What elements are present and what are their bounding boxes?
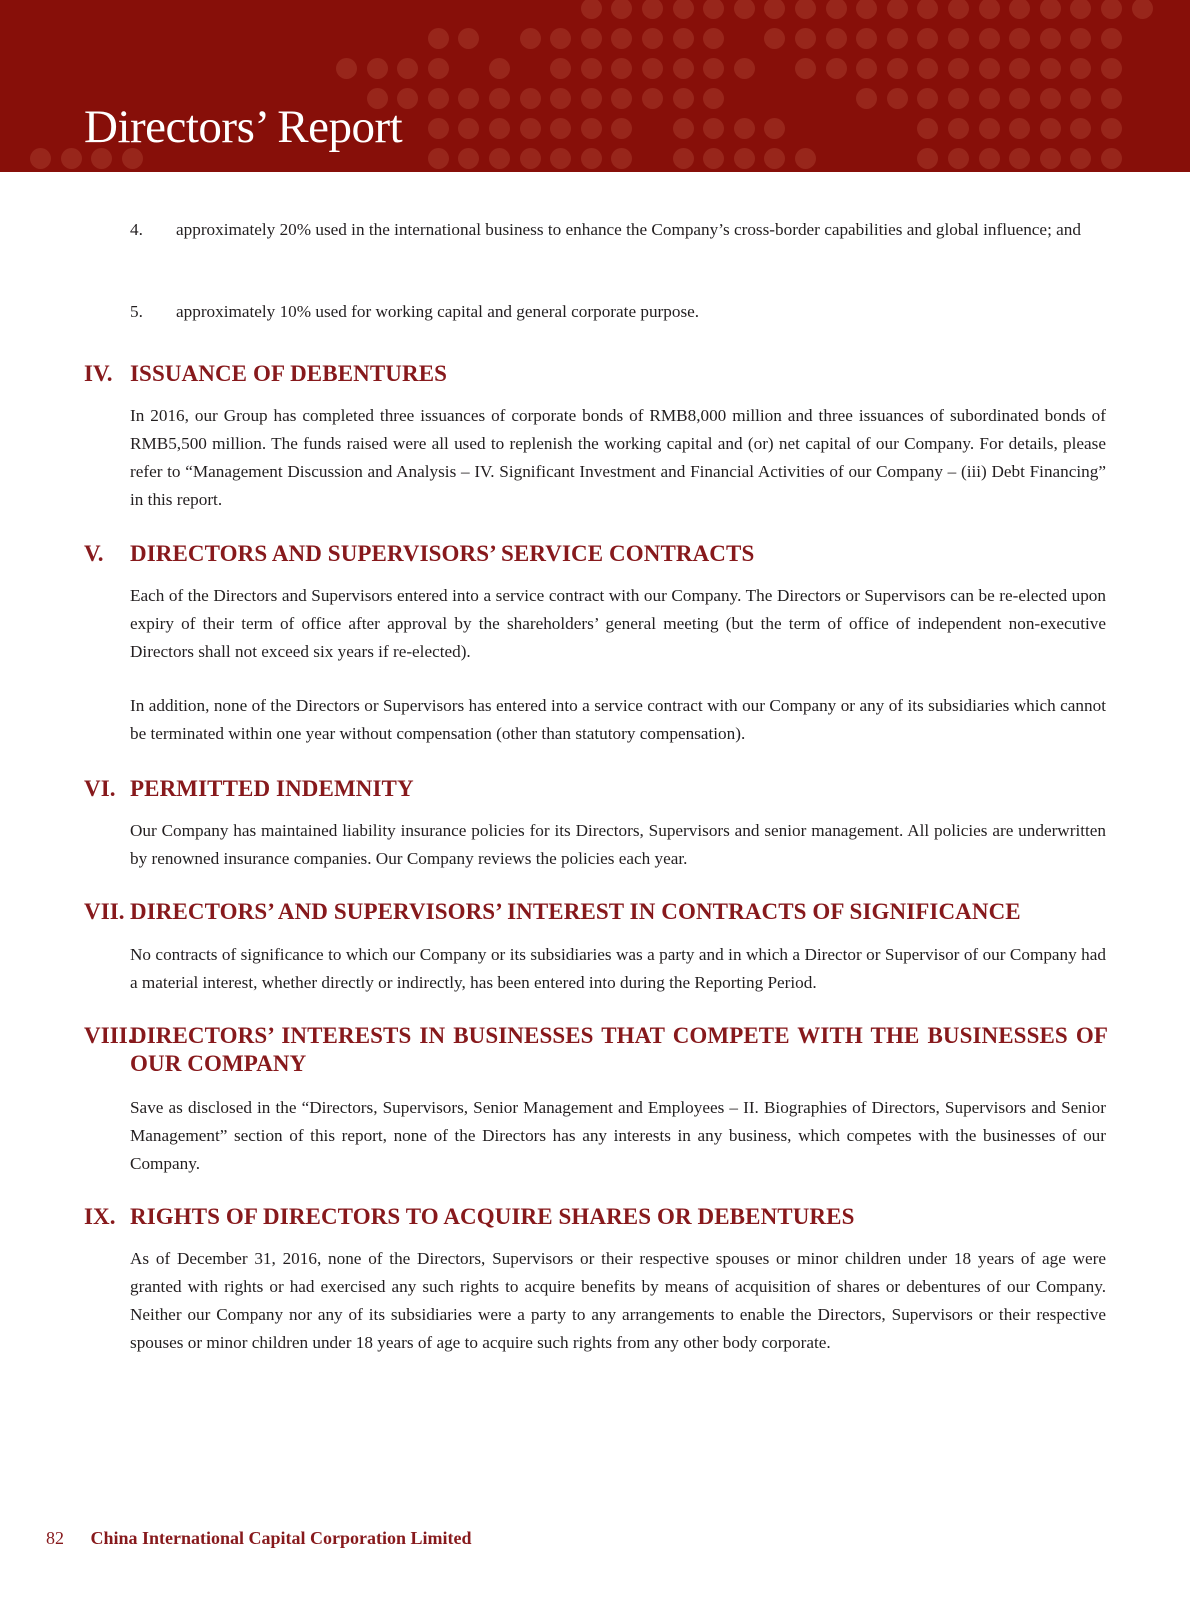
section-title: DIRECTORS’ INTERESTS IN BUSINESSES THAT COMPETE WITH THE BUSINESSES OF OUR COMPANY [130,1023,1108,1076]
section-paragraph: In 2016, our Group has completed three issuances of corporate bonds of RMB8,000 million and three issuances of subordinated bonds of RMB5,500 million. The funds raised were all used to replenish the working capital and (or) net capital of our Company. For details, please refer to “Management Discussion and Analysis – IV. Significant Investment and Financial Activities of our Company – (iii) Debt Financing” in this report. [130,406,1106,509]
section-number: V. [84,541,104,566]
section-paragraph: As of December 31, 2016, none of the Directors, Supervisors or their respective spouses or minor children under 18 years of age were granted with rights or had exercised any such rights to acquire benefits by means of acquisition of shares or debentures of our Company. Neither our Company nor any of its subsidiaries were a party to any arrangements to enable the Directors, Supervisors or their respective spouses or minor children under 18 years of age to acquire such rights from any other body corporate. [130,1249,1106,1352]
company-name: China International Capital Corporation Limited [90,1528,472,1548]
list-text: approximately 20% used in the international business to enhance the Company’s cross-border capabilities and global influence; and [176,220,1081,239]
section-paragraph: Each of the Directors and Supervisors entered into a service contract with our Company. The Directors or Supervisors can be re-elected upon expiry of their term of office after approval by the shareholders’ general meeting (but the term of office of independent non-executive Directors shall not exceed six years if re-elected). [130,586,1106,661]
section-paragraph: Save as disclosed in the “Directors, Supervisors, Senior Management and Employees – II. Biographies of Directors, Supervisors and Senior Management” section of this report, none of the Directors has any interests in any business, which competes with the businesses of our Company. [130,1098,1106,1173]
page-footer [46,1528,472,1549]
page-number: 82 [46,1528,64,1548]
section-paragraph: No contracts of significance to which our Company or its subsidiaries was a party and in which a Director or Supervisor of our Company had a material interest, whether directly or indirectly, has been entered into during the Reporting Period. [130,945,1106,992]
list-number: 5. [130,302,143,321]
section-number: IV. [84,361,113,386]
section-paragraph: In addition, none of the Directors or Supervisors has entered into a service contract with our Company or any of its subsidiaries which cannot be terminated within one year without compensation (other than statutory compensation). [130,696,1106,743]
page-title: Directors’ Report [84,101,403,153]
section-paragraph: Our Company has maintained liability insurance policies for its Directors, Supervisors and senior management. All policies are underwritten by renowned insurance companies. Our Company reviews the policies each year. [130,821,1106,868]
section-title: DIRECTORS AND SUPERVISORS’ SERVICE CONTRACTS [130,541,755,566]
section-title: RIGHTS OF DIRECTORS TO ACQUIRE SHARES OR DEBENTURES [130,1204,855,1229]
section-title: PERMITTED INDEMNITY [130,776,414,801]
list-text: approximately 10% used for working capital and general corporate purpose. [176,302,700,321]
section-number: IX. [84,1204,116,1229]
list-number: 4. [130,220,143,239]
section-number: VII. [84,899,125,924]
section-title: DIRECTORS’ AND SUPERVISORS’ INTEREST IN CONTRACTS OF SIGNIFICANCE [130,899,1021,924]
header-banner [0,0,1190,172]
section-number: VI. [84,776,116,801]
section-title: ISSUANCE OF DEBENTURES [130,361,448,386]
section-number: VIII. [84,1023,134,1048]
